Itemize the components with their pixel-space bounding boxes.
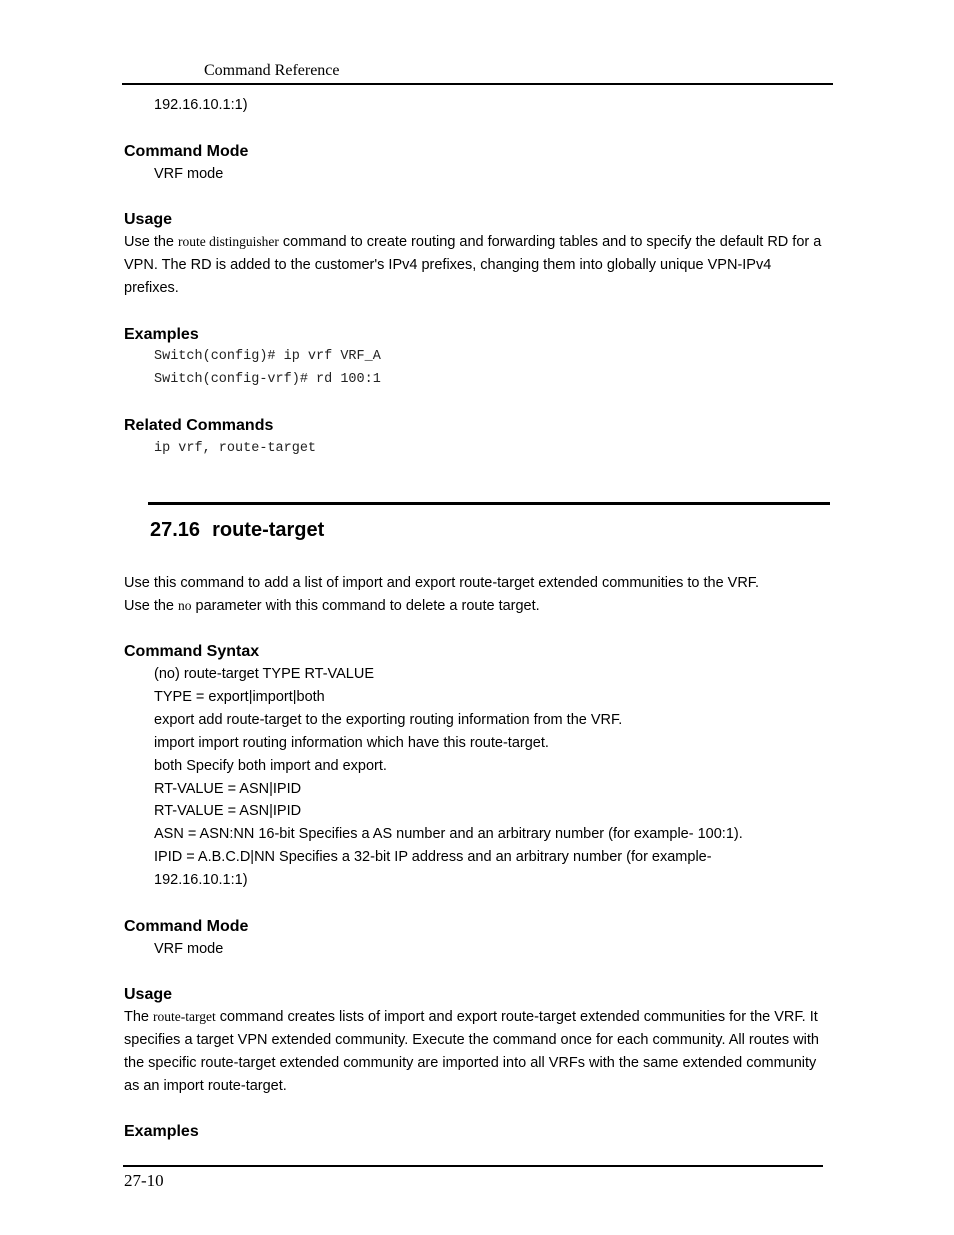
usage-text: command to create routing and forwarding tables and to specify the default RD for a (278, 234, 822, 250)
usage-line-2: VPN. The RD is added to the customer's IPv4 prefixes, changing them into globally unique VPN-IPv4 (124, 257, 772, 273)
examples-heading: Examples (124, 326, 199, 343)
running-header: Command Reference (204, 62, 340, 79)
usage-text: Use the (124, 234, 178, 250)
section-title (150, 519, 324, 542)
usage-text: command creates lists of import and export route-target extended communities for the VRF. It (215, 1009, 818, 1025)
page-number: 27-10 (124, 1171, 164, 1190)
syntax-line: IPID = A.B.C.D|NN Specifies a 32-bit IP address and an arbitrary number (for example- (154, 849, 712, 865)
command-mode-value: VRF mode (154, 166, 224, 182)
intro-line-1: Use this command to add a list of import and export route-target extended communities to the VRF. (124, 575, 760, 591)
command-mode-value: VRF mode (154, 941, 224, 957)
usage-text: The (124, 1009, 154, 1025)
example-line: Switch(config-vrf)# rd 100:1 (154, 372, 381, 387)
usage-line-3: the specific route-target extended community are imported into all VRFs with the same extended community (124, 1055, 817, 1071)
syntax-line: TYPE = export|import|both (154, 689, 325, 705)
syntax-line: ASN = ASN:NN 16-bit Specifies a AS number and an arbitrary number (for example- 100:1). (154, 826, 743, 842)
command-mode-heading: Command Mode (124, 918, 249, 935)
section-rule (148, 502, 830, 505)
section-name: route-target (212, 519, 325, 541)
syntax-line: export add route-target to the exporting routing information from the VRF. (154, 712, 623, 728)
usage-line-1 (124, 234, 821, 250)
syntax-line: RT-VALUE = ASN|IPID (154, 803, 302, 819)
usage-heading: Usage (124, 986, 173, 1003)
usage-line-2: specifies a target VPN extended community. Execute the command once for each community. All routes with (124, 1032, 819, 1048)
section-number: 27.16 (150, 519, 201, 541)
syntax-line: RT-VALUE = ASN|IPID (154, 781, 302, 797)
header-rule (122, 83, 833, 85)
syntax-line: both Specify both import and export. (154, 758, 387, 774)
usage-line-4: as an import route-target. (124, 1078, 287, 1094)
command-keyword: route distinguisher (178, 234, 279, 249)
command-keyword: route-target (153, 1009, 216, 1024)
intro-line-2 (124, 598, 540, 614)
syntax-line: import import routing information which have this route-target. (154, 735, 549, 751)
syntax-line: 192.16.10.1:1) (154, 872, 248, 888)
related-commands-value: ip vrf, route-target (154, 441, 317, 456)
related-commands-heading: Related Commands (124, 417, 274, 434)
syntax-line: (no) route-target TYPE RT-VALUE (154, 666, 375, 682)
syntax-continuation: 192.16.10.1:1) (154, 97, 248, 113)
usage-line-1 (124, 1009, 818, 1025)
no-keyword: no (178, 598, 192, 613)
command-syntax-heading: Command Syntax (124, 643, 260, 660)
intro-text: Use the (124, 598, 178, 614)
examples-heading: Examples (124, 1123, 199, 1140)
intro-text: parameter with this command to delete a route target. (191, 598, 540, 614)
command-mode-heading: Command Mode (124, 143, 249, 160)
usage-heading: Usage (124, 211, 173, 228)
footer-rule (123, 1165, 823, 1167)
example-line: Switch(config)# ip vrf VRF_A (154, 349, 381, 364)
usage-line-3: prefixes. (124, 280, 179, 296)
